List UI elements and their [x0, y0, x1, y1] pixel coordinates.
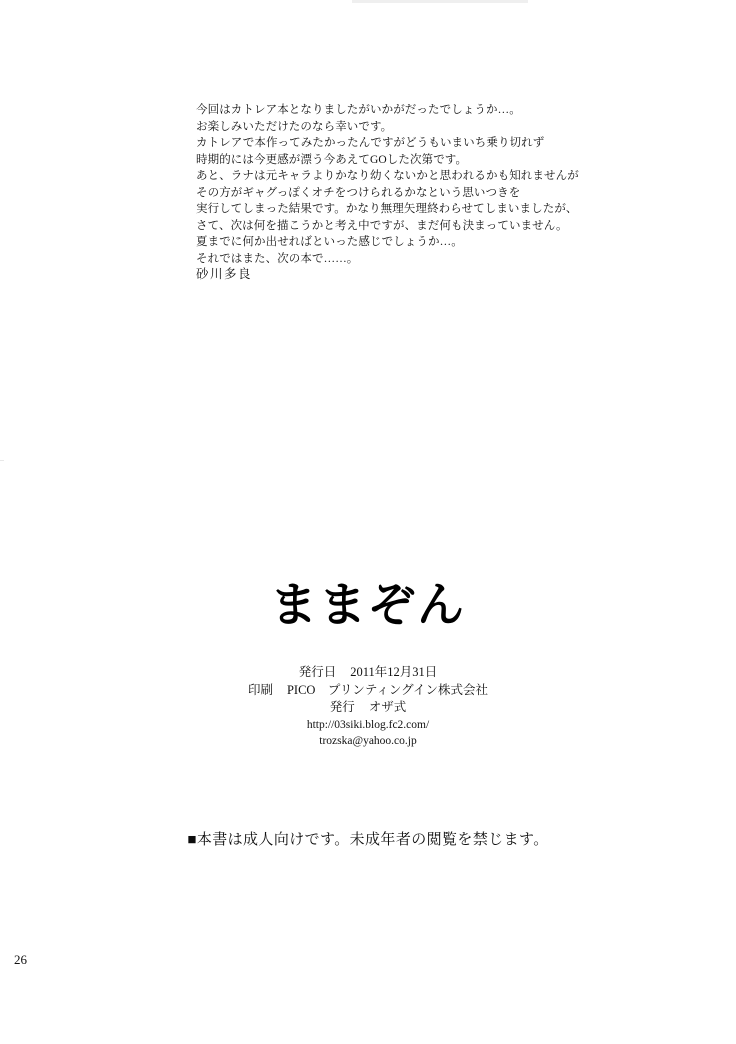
colophon-publisher [0, 699, 736, 717]
scan-edge-mark [0, 460, 4, 461]
colophon-email[interactable]: trozska@yahoo.co.jp [319, 734, 417, 747]
author-signature: 砂川多良 [196, 267, 253, 281]
printer-value: PICO プリンティングイン株式会社 [286, 682, 489, 697]
publisher-label: 発行 [329, 700, 355, 714]
publish-date-label: 発行日 [298, 665, 337, 679]
afterword-line: 時期的には今更感が漂う今あえてGOした次第です。 [196, 153, 468, 166]
afterword-line: その方がギャグっぽくオチをつけられるかなという思いつきを [196, 186, 521, 199]
publisher-value: オザ式 [368, 700, 407, 714]
afterword-line: あと、ラナは元キャラよりかなり幼くないかと思われるかも知れませんが [196, 170, 579, 182]
publish-date-value: 2011年12月31日 [350, 665, 438, 679]
colophon [0, 664, 736, 749]
scan-edge-artifact [352, 0, 528, 3]
colophon-publish-date [0, 664, 736, 682]
adult-content-notice: ■本書は成人向けです。未成年者の閲覧を禁じます。 [187, 832, 549, 848]
afterword-line: お楽しみいただけたのなら幸いです。 [196, 120, 393, 133]
afterword-line: さて、次は何を描こうかと考え中ですが、まだ何も決まっていません。 [196, 219, 568, 232]
book-title: ままぞん [270, 578, 466, 633]
afterword-line: それではまた、次の本で……。 [196, 252, 359, 265]
colophon-printer [0, 682, 736, 700]
afterword-line: 実行してしまった結果です。かなり無理矢理終わらせてしまいましたが、 [196, 203, 578, 215]
page-number: 26 [14, 952, 27, 967]
afterword-line: 今回はカトレア本となりましたがいかがだったでしょうか…。 [196, 104, 521, 116]
afterword-line: 夏までに何か出せればといった感じでしょうか…。 [196, 236, 463, 248]
afterword-line: カトレアで本作ってみたかったんですがどうもいまいち乗り切れず [196, 137, 545, 149]
afterword-text [196, 102, 596, 267]
printer-label: 印刷 [247, 682, 273, 697]
colophon-url[interactable]: http://03siki.blog.fc2.com/ [306, 718, 430, 731]
